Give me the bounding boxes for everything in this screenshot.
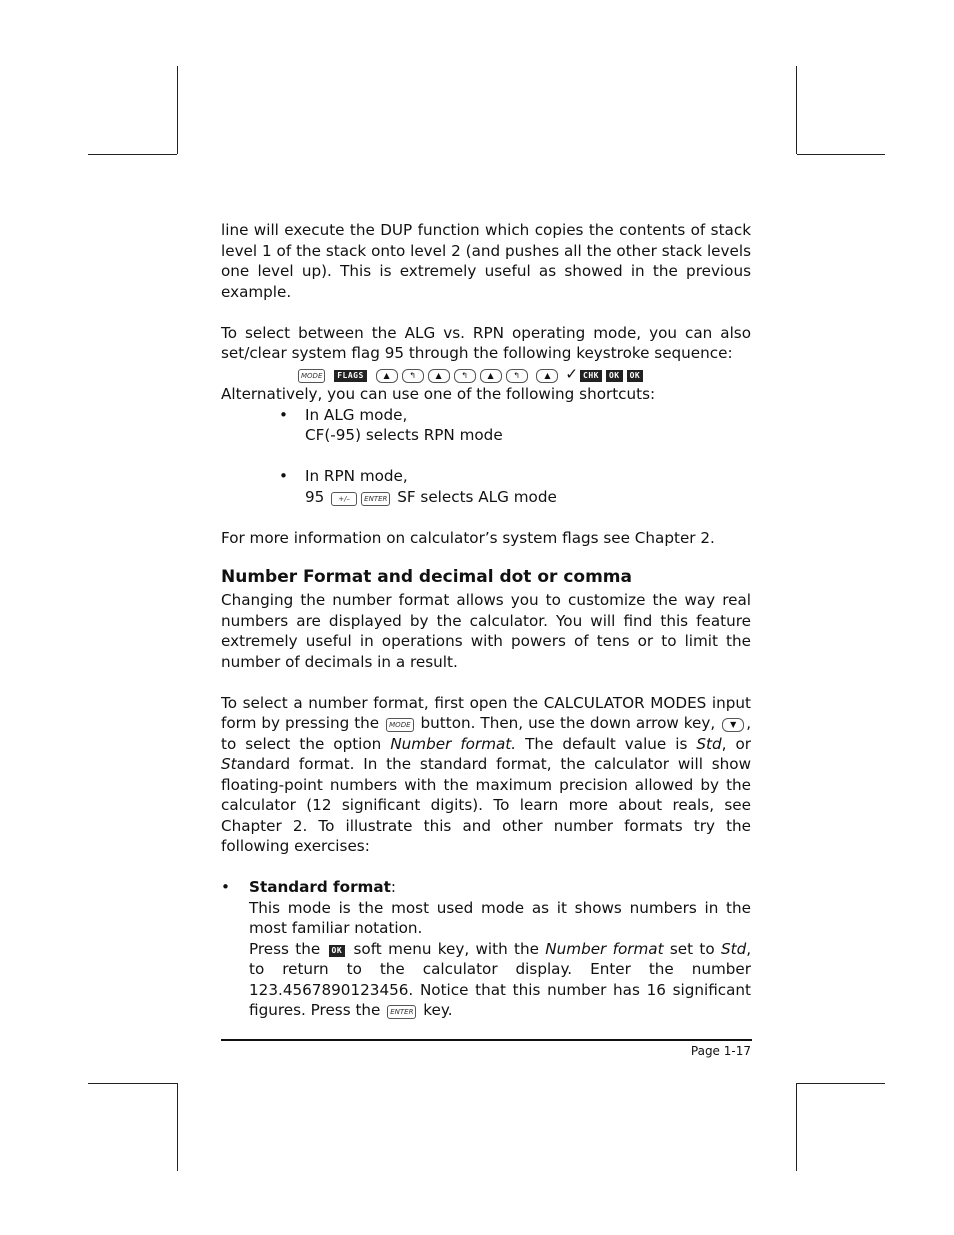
check-icon: ✓: [565, 364, 579, 383]
up-arrow-key[interactable]: ▲: [480, 369, 502, 383]
section-title: Number Format and decimal dot or comma: [221, 567, 632, 587]
up-arrow-key[interactable]: ▲: [376, 369, 398, 383]
standard-format-instructions: Press the OK soft menu key, with the Number format set to Std, to return to the calculator display. Enter the number 123.4567890123456. Notice that this number has 16 significant figures. Press the ENTER key.: [249, 939, 752, 1019]
keystroke-sequence: [221, 364, 751, 385]
mode-key[interactable]: MODE: [386, 718, 413, 732]
crop-mark: [88, 1083, 177, 1084]
crop-mark: [177, 66, 178, 154]
crop-mark: [177, 1083, 178, 1171]
list-item: • In RPN mode, 95 +/– ENTER SF selects ALG mode: [279, 467, 557, 506]
crop-mark: [796, 66, 797, 154]
enter-key[interactable]: ENTER: [361, 492, 390, 506]
down-arrow-key[interactable]: ▼: [722, 718, 744, 732]
left-shift-key[interactable]: ↰: [506, 369, 528, 383]
crop-mark: [796, 1083, 797, 1171]
left-shift-key[interactable]: ↰: [402, 369, 424, 383]
ok-soft-key[interactable]: OK: [329, 945, 346, 957]
paragraph-shortcuts: Alternatively, you can use one of the following shortcuts:: [221, 385, 656, 403]
ok-soft-key[interactable]: OK: [606, 370, 623, 382]
up-arrow-key[interactable]: ▲: [428, 369, 450, 383]
chk-soft-key[interactable]: CHK: [580, 370, 602, 382]
footer-divider: [221, 1039, 752, 1041]
enter-key[interactable]: ENTER: [387, 1005, 416, 1019]
page-body: [221, 220, 751, 1021]
bullet-icon: •: [279, 467, 288, 485]
flags-soft-key[interactable]: FLAGS: [334, 370, 367, 382]
page-number: Page 1-17: [690, 1044, 751, 1058]
paragraph-flags-info: For more information on calculator’s system flags see Chapter 2.: [221, 528, 715, 547]
plus-minus-key[interactable]: +/–: [331, 492, 357, 506]
bullet-icon: •: [221, 878, 230, 896]
up-arrow-key[interactable]: ▲: [536, 369, 558, 383]
standard-format-label: Standard format: [249, 878, 391, 896]
standard-format-item: • Standard format: This mode is the most used mode as it shows numbers in the most familiar notation. Press the OK soft menu key, with the Number format set to Std, to return to the calculator display. Enter the number 123.4567890123456. Notice that this number has 16 significant figures. Press the ENTER key.: [221, 878, 752, 1019]
ok-soft-key[interactable]: OK: [627, 370, 644, 382]
standard-format-description: This mode is the most used mode as it shows numbers in the most familiar notation.: [249, 898, 751, 937]
crop-mark: [88, 154, 177, 155]
paragraph-number-format: Changing the number format allows you to customize the way real numbers are displayed by the calculator. You will find this feature extremely useful in operations with powers of tens or to limit the number of decimals in a result.: [221, 591, 751, 671]
paragraph-select-format: To select a number format, first open the CALCULATOR MODES input form by pressing the MODE button. Then, use the down arrow key, ▼ , to select the option Number format. The default value is Std, or Standard format. In the standard format, the calculator will show floating-point numbers with the maximum precision allowed by the calculator (12 significant digits). To learn more about reals, see Chapter 2. To illustrate this and other number formats try the following exercises:: [221, 693, 752, 855]
paragraph-select-mode: To select between the ALG vs. RPN operating mode, you can also set/clear system flag 95 through the following keystroke sequence:: [221, 323, 751, 362]
paragraph-dup: line will execute the DUP function which copies the contents of stack level 1 of the stack onto level 2 (and pushes all the other stack levels one level up). This is extremely useful as showed in the previous example.: [221, 221, 751, 301]
bullet-icon: •: [279, 405, 288, 424]
list-item: • In ALG mode, CF(-95) selects RPN mode: [279, 405, 503, 444]
crop-mark: [797, 154, 885, 155]
shortcut-list: [221, 405, 751, 508]
left-shift-key[interactable]: ↰: [454, 369, 476, 383]
mode-key[interactable]: MODE: [298, 369, 325, 383]
crop-mark: [797, 1083, 885, 1084]
